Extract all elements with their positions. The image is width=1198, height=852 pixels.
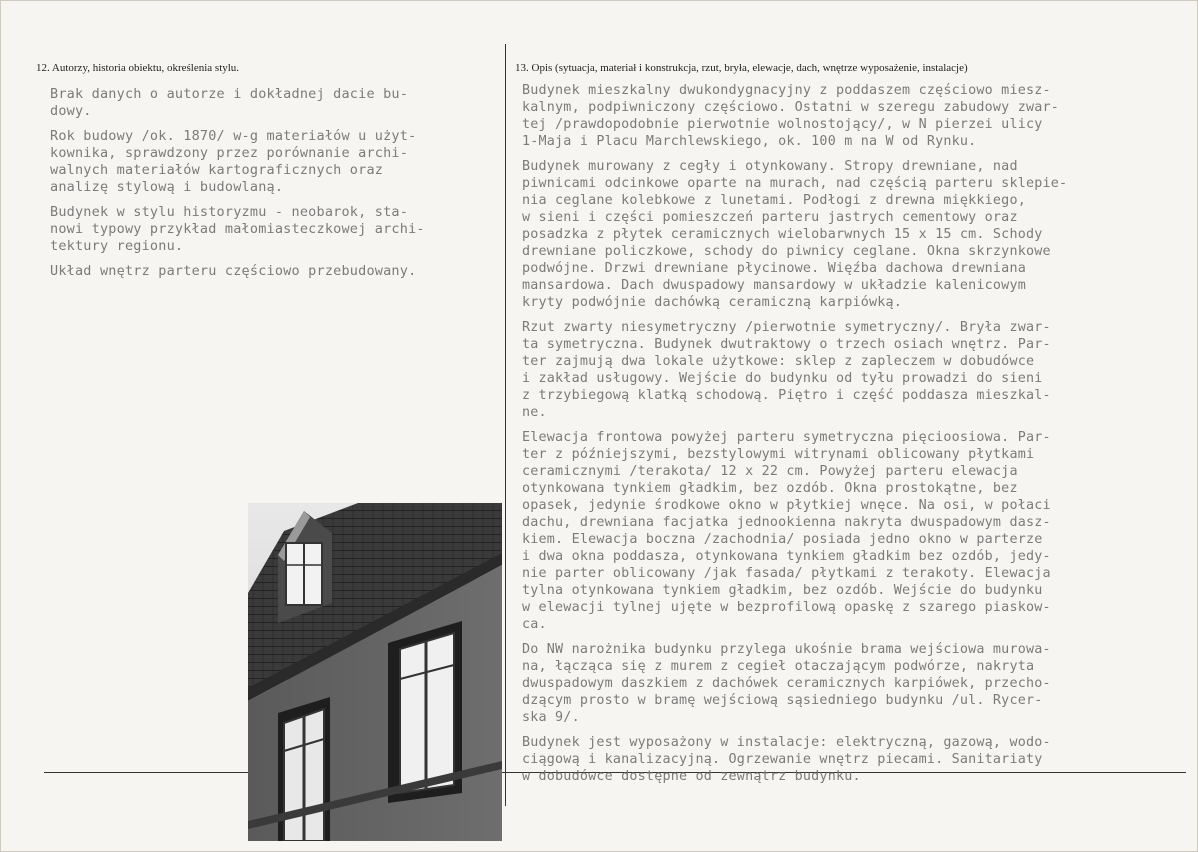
section-12-header: 12. Autorzy, historia obiektu, określenia stylu. (36, 62, 240, 74)
paragraph: Brak danych o autorze i dokładnej dacie bu- dowy. (50, 86, 409, 119)
paragraph: Budynek w stylu historyzmu - neobarok, sta- nowi typowy przykład małomiasteczkowej archi- tektury regionu. (50, 204, 425, 254)
section-13-text (522, 82, 1192, 793)
paragraph: Do NW narożnika budynku przylega ukośnie brama wejściowa murowa- na, łącząca się z murem z cegieł otaczającym podwórze, nakryta dwuspadowym daszkiem z dachówek ceramicznych karpiówek, przecho- dzącym prosto w bramę wejściową sąsiedniego budynku /ul. Rycer- ska 9/. (522, 642, 1051, 725)
building-facade-image (248, 503, 502, 841)
column-divider (505, 44, 506, 806)
paragraph: Rok budowy /ok. 1870/ w-g materiałów u użyt- kownika, sprawdzony przez porównanie archi- walnych materiałów kartograficznych oraz analizę stylową i budowlaną. (50, 128, 417, 195)
section-12-text (50, 86, 500, 288)
paragraph: Elewacja frontowa powyżej parteru symetryczna pięcioosiowa. Par- ter z późniejszymi, bezstylowymi witrynami oblicowany płytkami ceramicznymi /terakota/ 12 x 22 cm. Powyżej parteru elewacja otynkowana tynkiem gładkim, bez ozdób. Okna prostokątne, bez opasek, jedynie środkowe okno w płytkiej wnęce. Na osi, w połaci dachu, drewniana facjatka jednookienna nakryta dwuspadowym dasz- kiem. Elewacja boczna /zachodnia/ posiada jedno okno w parterze i dwa okna poddasza, otynkowana tynkiem gładkim bez ozdób, jedy- nie parter oblicowany /jak fasada/ płytkami z terakoty. Elewacja tylna otynkowana tynkiem gładkim, bez ozdób. Wejście do budynku w elewacji tylnej ujęte w bezprofilową opaskę z szarego piaskow- ca. (522, 430, 1051, 632)
paragraph: Układ wnętrz parteru częściowo przebudowany. (50, 263, 417, 279)
paragraph: Rzut zwarty niesymetryczny /pierwotnie symetryczny/. Bryła zwar- ta symetryczna. Budynek dwutraktowy o trzech osiach wnętrz. Par- ter zajmują dwa lokale użytkowe: sklep z zapleczem w dobudówce i zakład usługowy. Wejście do budynku od tyłu prowadzi do sieni z trzybiegową klatką schodową. Piętro i część poddasza mieszkal- ne. (522, 320, 1051, 420)
section-13-header: 13. Opis (sytuacja, materiał i konstrukcja, rzut, bryła, elewacje, dach, wnętrze wyposażenie, instalacje) (515, 62, 968, 74)
paragraph: Budynek murowany z cegły i otynkowany. Stropy drewniane, nad piwnicami odcinkowe oparte na murach, nad częścią parteru sklepie- nia ceglane kolebkowe z lunetami. Podłogi z drewna miękkiego, w sieni i części pomieszczeń parteru jastrych cementowy oraz posadzka z płytek ceramicznych wielobarwnych 15 x 15 cm. Schody drewniane policzkowe, schody do piwnicy ceglane. Okna skrzynkowe podwójne. Drzwi drewniane płycinowe. Więźba dachowa drewniana mansardowa. Dach dwuspadowy mansardowy w układzie kalenicowym kryty podwójnie dachówką ceramiczną karpiówką. (522, 159, 1068, 310)
building-photo (248, 503, 502, 841)
paragraph: Budynek jest wyposażony w instalacje: elektryczną, gazową, wodo- ciągową i kanalizacyjną. Ogrzewanie wnętrz piecami. Sanitariaty w dobudówce dostępne od zewnątrz budynku. (522, 735, 1051, 784)
paragraph: Budynek mieszkalny dwukondygnacyjny z poddaszem częściowo miesz- kalnym, podpiwniczony częściowo. Ostatni w szeregu zabudowy zwar- tej /prawdopodobnie pierwotnie wolnostojący/, w N pierzei ulicy 1-Maja i Placu Marchlewskiego, ok. 100 m na W od Rynku. (522, 83, 1060, 149)
